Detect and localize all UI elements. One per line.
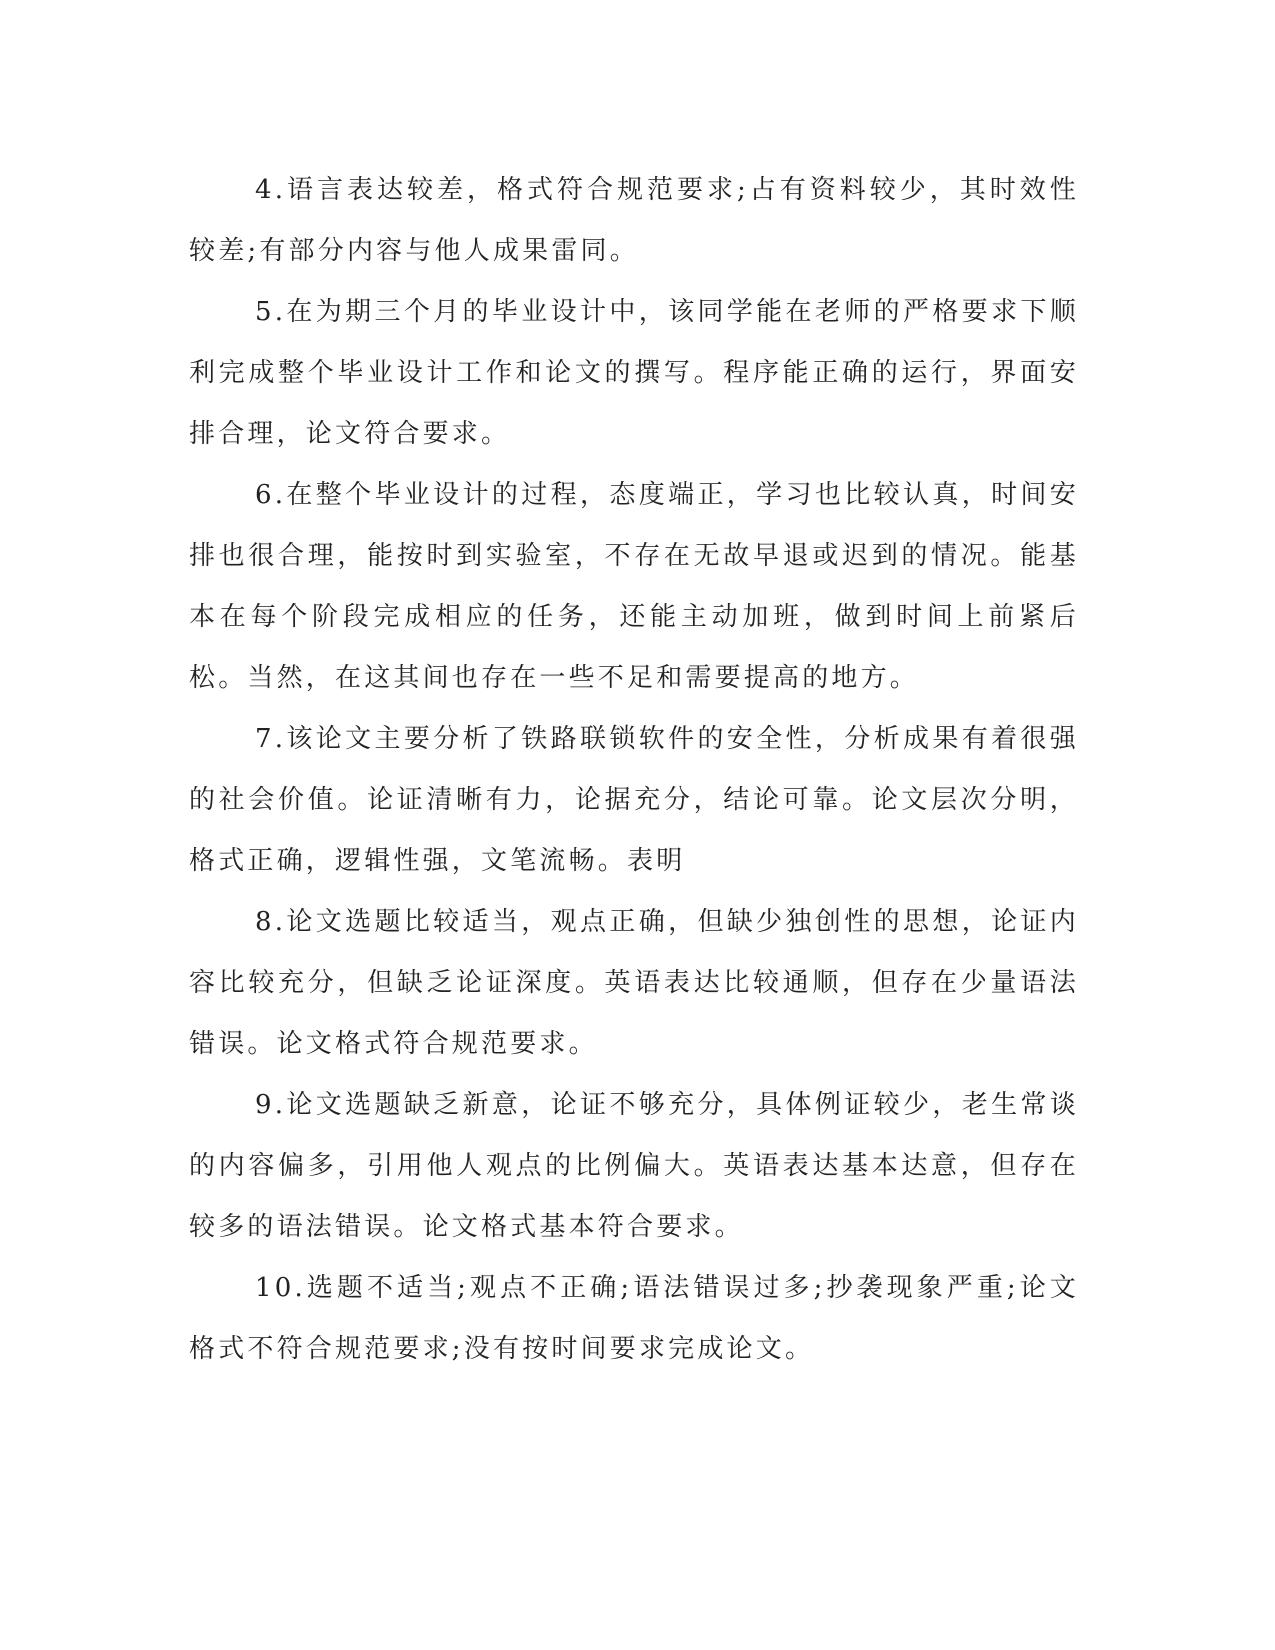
- paragraph-item-10: 10.选题不适当;观点不正确;语法错误过多;抄袭现象严重;论文格式不符合规范要求;没有按时间要求完成论文。: [189, 1273, 1079, 1364]
- paragraph-item-5: 5.在为期三个月的毕业设计中，该同学能在老师的严格要求下顺利完成整个毕业设计工作和论文的撰写。程序能正确的运行，界面安排合理，论文符合要求。: [189, 297, 1079, 449]
- paragraph-item-9: 9.论文选题缺乏新意，论证不够充分，具体例证较少，老生常谈的内容偏多，引用他人观点的比例偏大。英语表达基本达意，但存在较多的语法错误。论文格式基本符合要求。: [189, 1090, 1079, 1242]
- paragraph-item-4: 4.语言表达较差，格式符合规范要求;占有资料较少，其时效性较差;有部分内容与他人成果雷同。: [189, 175, 1079, 266]
- document-body: [189, 160, 1079, 1380]
- paragraph-item-8: 8.论文选题比较适当，观点正确，但缺少独创性的思想，论证内容比较充分，但缺乏论证深度。英语表达比较通顺，但存在少量语法错误。论文格式符合规范要求。: [189, 907, 1079, 1059]
- paragraph-item-7: 7.该论文主要分析了铁路联锁软件的安全性，分析成果有着很强的社会价值。论证清晰有力，论据充分，结论可靠。论文层次分明，格式正确，逻辑性强，文笔流畅。表明: [189, 724, 1079, 876]
- paragraph-item-6: 6.在整个毕业设计的过程，态度端正，学习也比较认真，时间安排也很合理，能按时到实验室，不存在无故早退或迟到的情况。能基本在每个阶段完成相应的任务，还能主动加班，做到时间上前紧后松。当然，在这其间也存在一些不足和需要提高的地方。: [189, 480, 1079, 693]
